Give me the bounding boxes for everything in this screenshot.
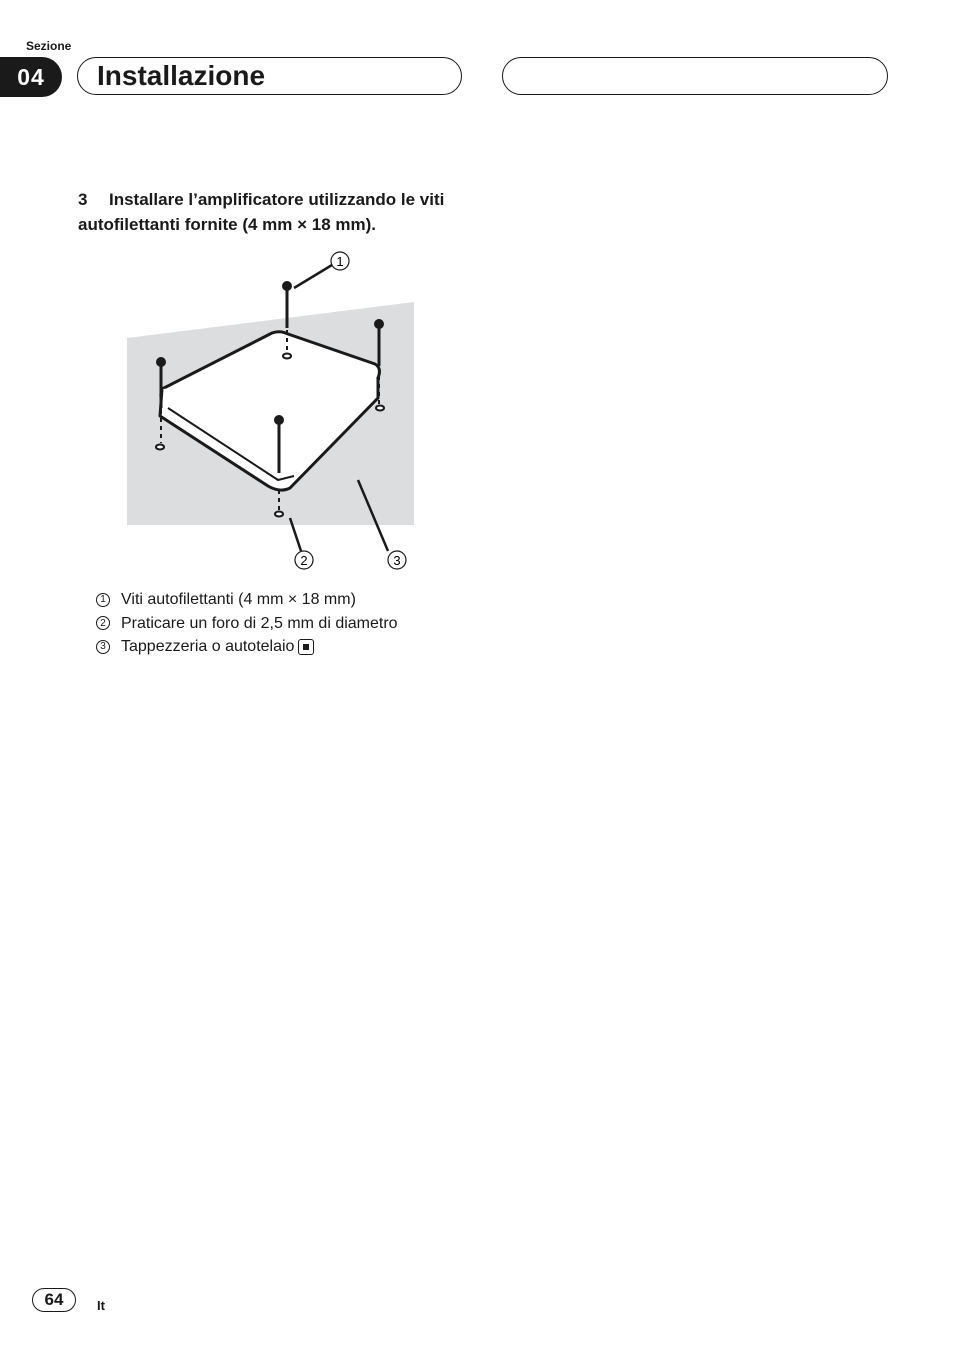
legend-marker: 2 (96, 616, 110, 630)
section-number-badge: 04 (0, 57, 62, 97)
legend-item (96, 635, 398, 659)
figure-legend (96, 588, 398, 659)
language-code: It (97, 1298, 105, 1313)
installation-illustration (120, 248, 420, 578)
header-right-frame (502, 57, 888, 95)
legend-item (96, 588, 398, 612)
step-text: Installare l’amplificatore utilizzando le viti autofilettanti fornite (4 mm × 18 mm). (78, 190, 445, 234)
page-title: Installazione (97, 60, 266, 91)
legend-text: Praticare un foro di 2,5 mm di diametro (121, 614, 398, 632)
step-number: 3 (78, 190, 88, 209)
callout-1-label: 1 (336, 254, 344, 269)
legend-marker: 1 (96, 593, 110, 607)
section-label: Sezione (26, 39, 72, 53)
callout-3-label: 3 (393, 553, 401, 568)
legend-marker: 3 (96, 640, 110, 654)
callout-2-label: 2 (300, 553, 308, 568)
step-instruction (78, 187, 468, 237)
legend-item (96, 612, 398, 636)
end-of-section-icon (298, 639, 314, 655)
legend-text: Tappezzeria o autotelaio (121, 638, 295, 655)
page-number: 64 (32, 1288, 76, 1312)
legend-text: Viti autofilettanti (4 mm × 18 mm) (121, 591, 356, 608)
